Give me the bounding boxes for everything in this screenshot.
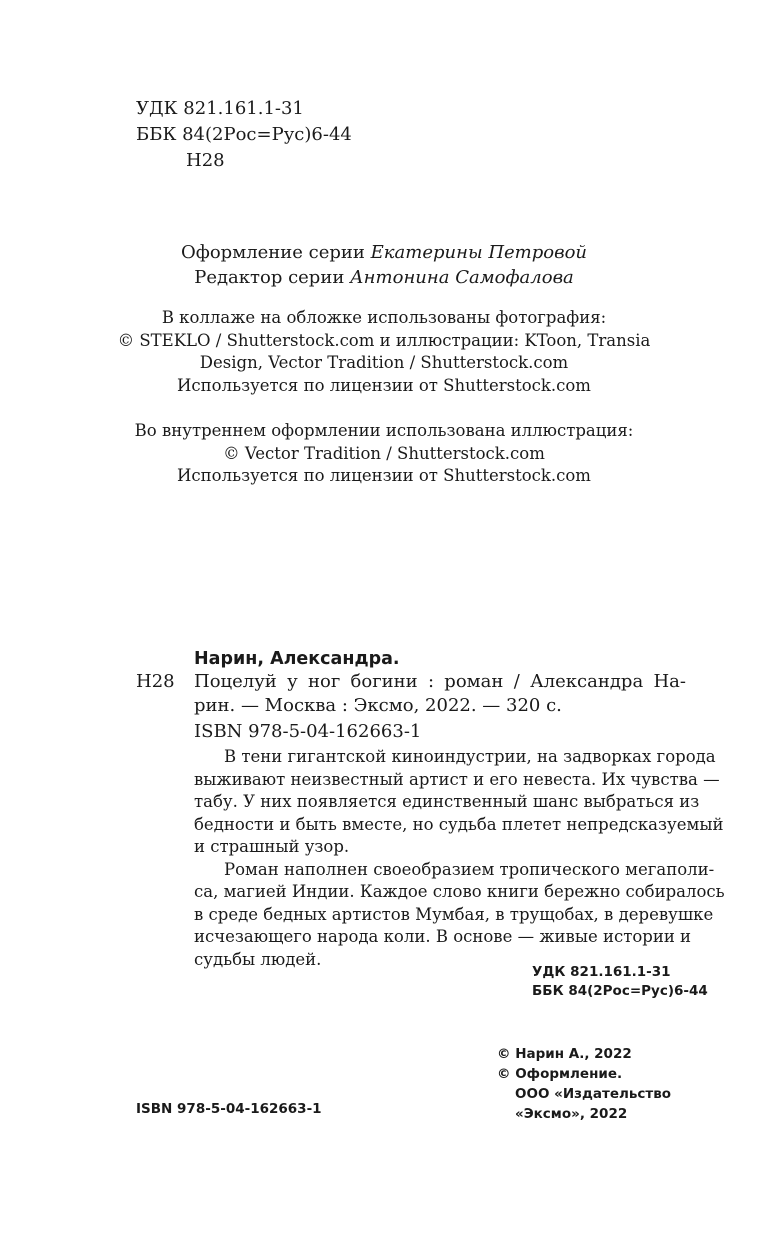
- collage-credit-line: В коллаже на обложке использованы фотография:: [161, 308, 607, 327]
- annotation-line: выживают неизвестный артист и его невеста. Их чувства —: [194, 769, 720, 789]
- udk-code: УДК 821.161.1-31: [136, 98, 304, 119]
- catalog-author: Нарин, Александра.: [194, 649, 400, 669]
- copyright-publisher: ООО «Издательство: [515, 1086, 672, 1102]
- catalog-title-line: рин. — Москва : Эксмо, 2022. — 320 с.: [194, 695, 562, 716]
- copyright-author: © Нарин А., 2022: [497, 1046, 632, 1062]
- series-editor-name: Антонина Самофалова: [350, 267, 574, 288]
- collage-credit-line: © STEKLO / Shutterstock.com и иллюстрации: KToon, Transia: [117, 330, 651, 350]
- annotation-line: исчезающего народа коли. В основе — живые истории и: [194, 927, 692, 946]
- udk-code: УДК 821.161.1-31: [532, 964, 671, 980]
- bbk-code: ББК 84(2Рос=Рус)6-44: [532, 983, 708, 999]
- annotation-line: Роман наполнен своеобразием тропического мегаполи-: [224, 859, 715, 879]
- annotation-line: са, магией Индии. Каждое слово книги бережно собиралось: [194, 882, 725, 901]
- bbk-code: ББК 84(2Рос=Рус)6-44: [136, 124, 352, 145]
- inner-credit-line: © Vector Tradition / Shutterstock.com: [223, 443, 545, 463]
- copyright-block: [497, 1044, 671, 1124]
- inner-illustration-credits: [0, 420, 768, 488]
- series-editor-credit: [0, 265, 768, 290]
- annotation-paragraph: [194, 746, 724, 859]
- catalog-title-line: Поцелуй у ног богини : роман / Александра На-: [194, 671, 686, 692]
- annotation-line: табу. У них появляется единственный шанс выбраться из: [194, 792, 700, 811]
- series-design-credit: [0, 240, 768, 265]
- inner-credit-line: Используется по лицензии от Shutterstock.com: [177, 466, 591, 485]
- catalog-author-mark: Н28: [136, 671, 175, 692]
- isbn-footer: ISBN 978-5-04-162663-1: [136, 1101, 322, 1117]
- inner-credit-line: Во внутреннем оформлении использована иллюстрация:: [134, 421, 634, 440]
- copyright-design: © Оформление.: [497, 1066, 623, 1082]
- annotation-line: В тени гигантской киноиндустрии, на задворках города: [224, 747, 716, 766]
- classification-block: [136, 96, 352, 174]
- annotation-line: и страшный узор.: [194, 837, 350, 856]
- series-editor-prefix: Редактор серии: [194, 267, 351, 288]
- annotation-line: в среде бедных артистов Мумбая, в трущобах, в деревушке: [194, 904, 714, 924]
- catalog-title-entry: [194, 670, 686, 718]
- collage-credit-line: Design, Vector Tradition / Shutterstock.com: [199, 353, 569, 372]
- annotation-classification: [532, 963, 708, 1001]
- series-design-prefix: Оформление серии: [180, 242, 371, 263]
- annotation-line: бедности и быть вместе, но судьба плетет непредсказуемый: [194, 814, 724, 834]
- copyright-publisher-year: «Эксмо», 2022: [515, 1106, 628, 1122]
- author-mark: Н28: [186, 150, 225, 171]
- annotation-paragraph: [194, 859, 725, 972]
- collage-credit-line: Используется по лицензии от Shutterstock.com: [177, 375, 591, 395]
- series-credits: [0, 240, 768, 290]
- series-designer-name: Екатерины Петровой: [370, 242, 588, 263]
- annotation-line: судьбы людей.: [194, 949, 322, 969]
- annotation: [194, 746, 725, 971]
- cover-collage-credits: [0, 307, 768, 397]
- catalog-isbn: ISBN 978-5-04-162663-1: [194, 721, 422, 742]
